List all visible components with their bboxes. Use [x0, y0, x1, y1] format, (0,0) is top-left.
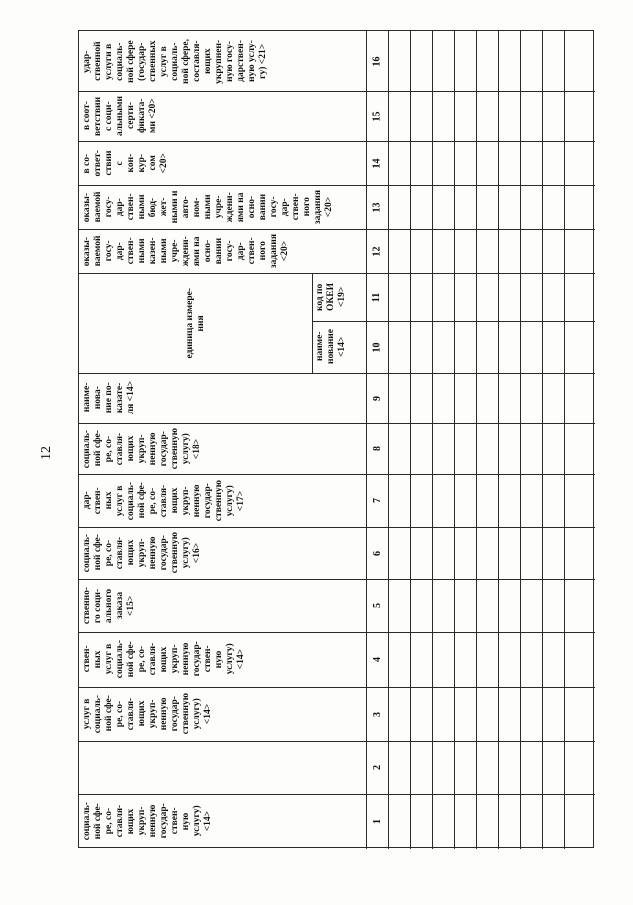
column-number-cell: [366, 321, 388, 373]
column-header-text: ствен- ных услуг в социаль- ной сфе- ре, со- ставля- ющих укруп- ненную государ- ствен- ную услугу) <14>: [82, 640, 246, 679]
column-number-cell: [366, 229, 388, 273]
column-number-text: 14: [371, 158, 383, 168]
number-separator-line: [388, 31, 389, 849]
column-header-cell: [82, 741, 363, 794]
column-number-text: 8: [371, 446, 383, 451]
column-header-cell: [82, 423, 363, 474]
column-header-cell: [315, 321, 363, 373]
column-number-text: 4: [371, 657, 383, 662]
column-header-cell: [82, 141, 363, 185]
column-number-text: 1: [371, 819, 383, 824]
column-number-cell: [366, 423, 388, 474]
column-header-text: дар- ствен- ных услуг в социаль- ной сфе- ре, со- ставля- ющих укруп- ненную государ- ственную услугу) <17>: [82, 479, 246, 522]
column-header-text: код по ОКЕИ <19>: [315, 282, 347, 311]
column-header-cell: [82, 794, 363, 849]
column-number-text: 6: [371, 550, 383, 556]
column-header-text: оказы- ваемой госу- дар- ствен- ными казен- ными учре- ждени- ями на осно- вании госу- дар- ствен- ного задания <20>: [82, 233, 290, 269]
column-number-cell: [366, 687, 388, 741]
unit-group-split-line: [312, 273, 313, 373]
column-number-text: 5: [371, 603, 383, 608]
column-number-cell: [366, 273, 388, 321]
document-table: [78, 30, 594, 848]
page-number: [32, 446, 62, 460]
column-number-text: 16: [371, 56, 383, 66]
data-row-line: [498, 31, 499, 849]
column-header-cell: [82, 373, 363, 423]
data-row-line: [432, 31, 433, 849]
column-number-text: 9: [371, 395, 383, 401]
column-header-cell: [82, 687, 363, 741]
column-header-cell: [82, 527, 363, 579]
column-header-cell: [315, 273, 363, 321]
column-header-text: удар- ственной услуги в социаль- ной сфере (государ- ственных услуг в социаль- ной сфере, составля- ющих укрупнен- ную госу- дарствен- ную услу- гу) <21>: [82, 38, 268, 84]
column-header-cell: [82, 474, 363, 527]
column-header-text: ственно- го соци- ального заказа <15>: [82, 586, 136, 625]
column-number-cell: [366, 794, 388, 849]
column-number-cell: [366, 141, 388, 185]
column-number-cell: [366, 474, 388, 527]
column-number-cell: [366, 741, 388, 794]
column-header-text: в соот- ветствии с соци- альными серти- фиката- ми <20>: [82, 95, 158, 137]
column-number-cell: [366, 632, 388, 687]
column-header-cell: [82, 31, 363, 91]
column-number-cell: [366, 579, 388, 632]
column-header-text: оказы- ваемой госу- дар- ствен- ными бюд- жет- ными и авто- ном- ными учре- ждени- ями на осно- вании госу- дар- ствен- ного задания <20>: [82, 189, 334, 225]
column-number-text: 2: [371, 765, 383, 770]
column-header-cell: [82, 229, 363, 273]
column-number-cell: [366, 185, 388, 229]
column-header-cell: [82, 185, 363, 229]
column-number-text: 13: [371, 202, 383, 212]
column-number-cell: [366, 31, 388, 91]
column-header-text: наиме- нова- ние по- казате- ля <14>: [82, 381, 136, 415]
data-row-line: [542, 31, 543, 849]
column-header-text: наиме- нование <14>: [315, 329, 347, 365]
column-number-cell: [366, 91, 388, 141]
data-row-line: [520, 31, 521, 849]
column-number-text: 12: [371, 246, 383, 256]
column-number-text: 7: [371, 498, 383, 503]
column-header-text: социаль- ной сфе- ре, со- ставля- ющих укруп- ненную государ- ствен- ную услугу) <14>: [82, 802, 213, 841]
column-header-cell: [82, 632, 363, 687]
column-number-cell: [366, 527, 388, 579]
column-number-text: 3: [371, 711, 383, 717]
data-row-line: [410, 31, 411, 849]
data-row-line: [454, 31, 455, 849]
page-number-text: 12: [39, 446, 54, 460]
column-number-text: 11: [371, 292, 383, 302]
data-row-line: [564, 31, 565, 849]
column-number-text: 10: [371, 342, 383, 352]
data-row-line: [476, 31, 477, 849]
column-header-text: в со- ответ- ствии с кон- кур- сом <20>: [82, 149, 169, 177]
column-number-cell: [366, 373, 388, 423]
column-header-text: социаль- ной сфе- ре, со- ставля- ющих укруп- ненную государ- ственную услугу) <18>: [82, 427, 202, 470]
column-number-text: 15: [371, 111, 383, 121]
column-header-cell: [82, 579, 363, 632]
column-header-cell: [82, 91, 363, 141]
unit-group-label: единица измере- ния: [184, 287, 206, 359]
column-header-text: социаль- ной сфе- ре, со- ставля- ющих укруп- ненную государ- ственную услугу) <16>: [82, 532, 202, 574]
unit-group-header: [82, 273, 309, 373]
column-header-text: услуг в социаль- ной сфе- ре, со- ставля- ющих укруп- ненную государ- ственную услугу) <14>: [82, 693, 213, 735]
